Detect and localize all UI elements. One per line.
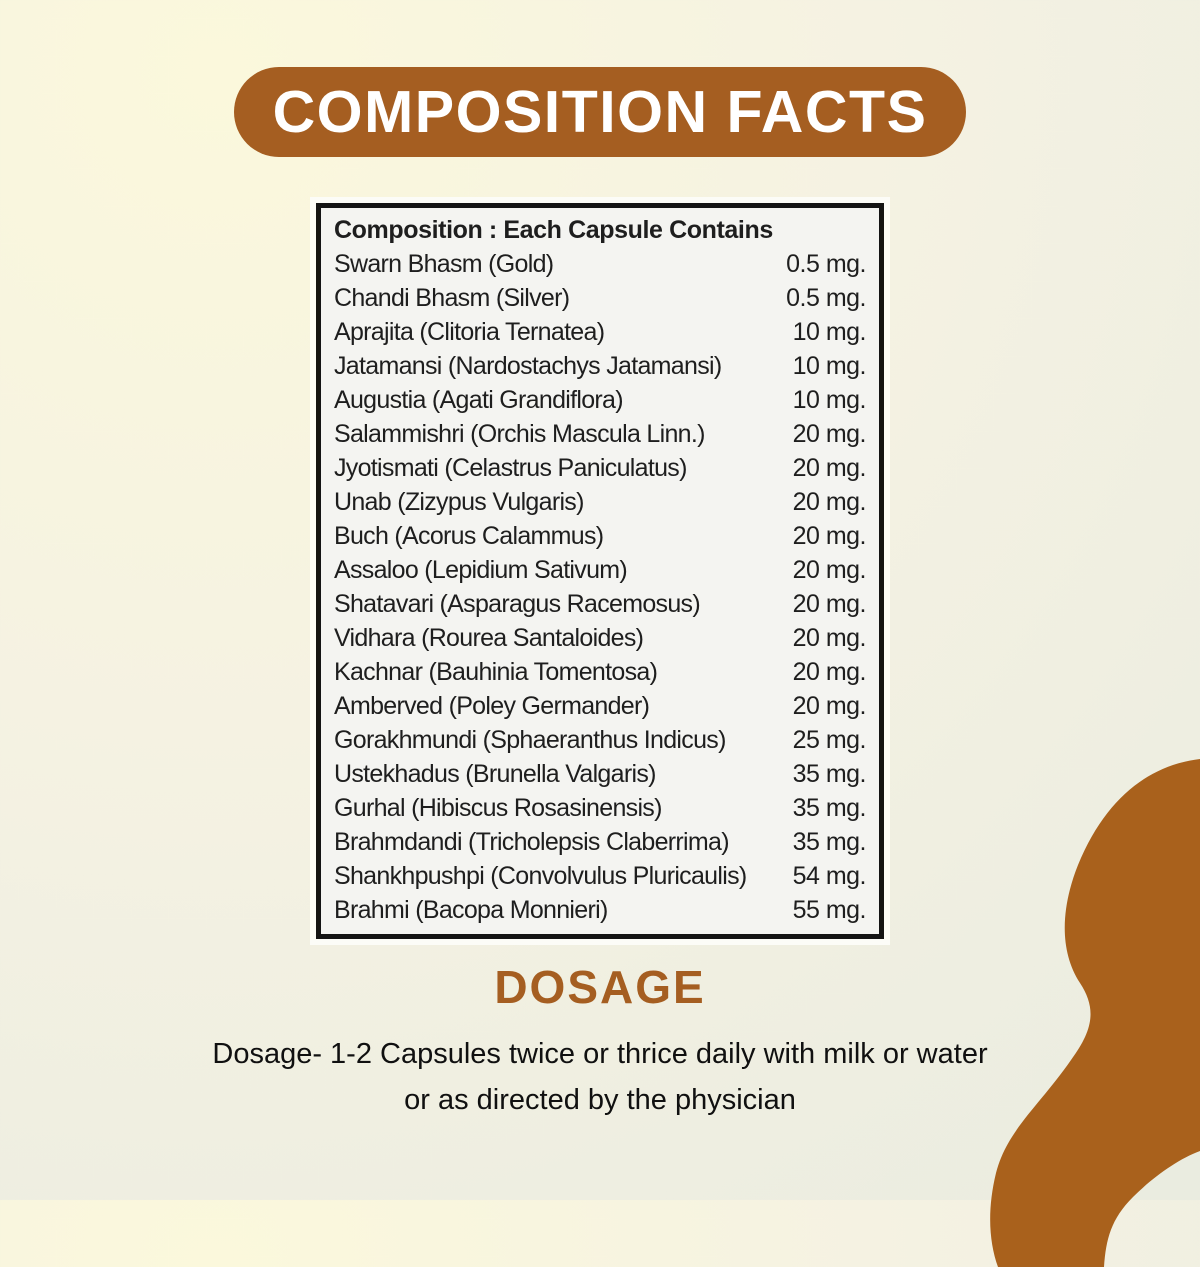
ingredient-amount: 20 mg. xyxy=(792,420,866,448)
label-content xyxy=(0,67,1200,1123)
table-row xyxy=(334,859,866,893)
ingredient-amount: 0.5 mg. xyxy=(786,284,866,312)
ingredient-name: Ustekhadus (Brunella Valgaris) xyxy=(334,760,656,788)
ingredient-name: Gorakhmundi (Sphaeranthus Indicus) xyxy=(334,726,726,754)
composition-table-header: Composition : Each Capsule Contains xyxy=(334,216,773,244)
table-row xyxy=(334,247,866,281)
ingredient-amount: 10 mg. xyxy=(792,318,866,346)
composition-table xyxy=(316,203,884,939)
ingredient-name: Augustia (Agati Grandiflora) xyxy=(334,386,623,414)
banner-title: COMPOSITION FACTS xyxy=(272,79,928,145)
table-row xyxy=(334,417,866,451)
ingredient-name: Aprajita (Clitoria Ternatea) xyxy=(334,318,605,346)
table-row xyxy=(334,825,866,859)
ingredient-amount: 0.5 mg. xyxy=(786,250,866,278)
ingredient-amount: 20 mg. xyxy=(792,488,866,516)
ingredient-amount: 10 mg. xyxy=(792,352,866,380)
ingredient-amount: 35 mg. xyxy=(792,828,866,856)
ingredient-name: Amberved (Poley Germander) xyxy=(334,692,650,720)
ingredient-amount: 20 mg. xyxy=(792,590,866,618)
table-row xyxy=(334,519,866,553)
ingredient-amount: 35 mg. xyxy=(792,760,866,788)
table-row xyxy=(334,587,866,621)
ingredient-name: Kachnar (Bauhinia Tomentosa) xyxy=(334,658,658,686)
ingredient-amount: 35 mg. xyxy=(792,794,866,822)
table-row xyxy=(334,349,866,383)
ingredient-amount: 54 mg. xyxy=(792,862,866,890)
ingredient-amount: 20 mg. xyxy=(792,454,866,482)
ingredient-amount: 10 mg. xyxy=(792,386,866,414)
table-row xyxy=(334,315,866,349)
ingredient-amount: 20 mg. xyxy=(792,692,866,720)
ingredient-name: Buch (Acorus Calammus) xyxy=(334,522,604,550)
table-row xyxy=(334,723,866,757)
table-row xyxy=(334,281,866,315)
ingredient-name: Shankhpushpi (Convolvulus Pluricaulis) xyxy=(334,862,747,890)
ingredient-amount: 20 mg. xyxy=(792,624,866,652)
ingredient-name: Chandi Bhasm (Silver) xyxy=(334,284,570,312)
ingredient-name: Brahmdandi (Tricholepsis Claberrima) xyxy=(334,828,729,856)
dosage-instructions: Dosage- 1-2 Capsules twice or thrice daily with milk or water or as directed by the physician xyxy=(212,1038,988,1116)
table-row xyxy=(334,757,866,791)
table-row xyxy=(334,655,866,689)
ingredient-amount: 25 mg. xyxy=(792,726,866,754)
dosage-heading: DOSAGE xyxy=(494,961,706,1013)
ingredient-name: Unab (Zizypus Vulgaris) xyxy=(334,488,584,516)
table-row xyxy=(334,791,866,825)
ingredient-amount: 55 mg. xyxy=(792,896,866,924)
ingredient-name: Swarn Bhasm (Gold) xyxy=(334,250,554,278)
composition-rows xyxy=(334,247,866,927)
page xyxy=(0,67,1200,1267)
table-row xyxy=(334,383,866,417)
ingredient-name: Jatamansi (Nardostachys Jatamansi) xyxy=(334,352,722,380)
table-row xyxy=(334,553,866,587)
ingredient-name: Gurhal (Hibiscus Rosasinensis) xyxy=(334,794,662,822)
ingredient-name: Brahmi (Bacopa Monnieri) xyxy=(334,896,608,924)
ingredient-amount: 20 mg. xyxy=(792,556,866,584)
table-row xyxy=(334,621,866,655)
table-row xyxy=(334,451,866,485)
table-row xyxy=(334,689,866,723)
ingredient-amount: 20 mg. xyxy=(792,522,866,550)
table-row xyxy=(334,485,866,519)
ingredient-name: Jyotismati (Celastrus Paniculatus) xyxy=(334,454,687,482)
composition-facts-banner xyxy=(234,67,966,157)
ingredient-name: Assaloo (Lepidium Sativum) xyxy=(334,556,628,584)
ingredient-name: Shatavari (Asparagus Racemosus) xyxy=(334,590,700,618)
table-row xyxy=(334,893,866,927)
ingredient-name: Salammishri (Orchis Mascula Linn.) xyxy=(334,420,705,448)
ingredient-amount: 20 mg. xyxy=(792,658,866,686)
ingredient-name: Vidhara (Rourea Santaloides) xyxy=(334,624,644,652)
